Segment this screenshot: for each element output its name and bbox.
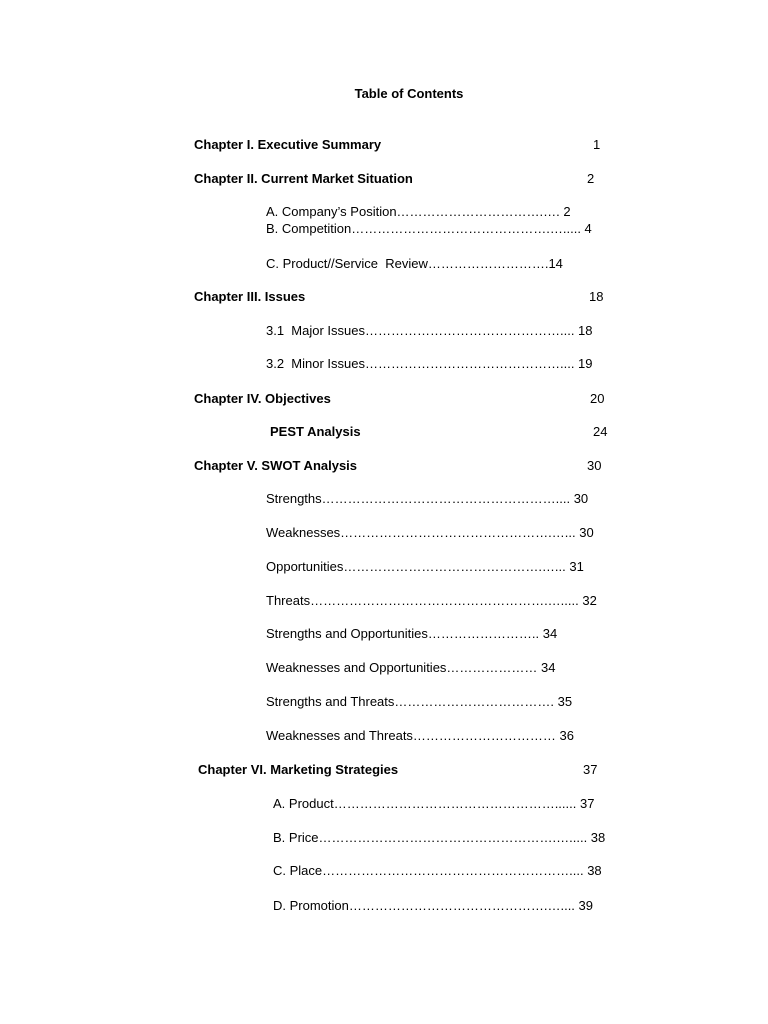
- chapter-page-number: 18: [589, 289, 604, 304]
- toc-entry: Threats……………………………………………….…..... 32: [266, 593, 597, 608]
- toc-entry: Strengths and Opportunities…………………….. 34: [266, 626, 558, 641]
- toc-entry: D. Promotion……………………………………….….... 39: [273, 898, 593, 913]
- chapter-page-number: 2: [587, 171, 595, 186]
- toc-entry: Strengths and Threats………………………………. 35: [266, 694, 573, 709]
- toc-entry: C. Product//Service Review……………………….14: [266, 256, 563, 271]
- toc-entry: A. Company’s Position…………………………….…. 2: [266, 204, 571, 219]
- chapter-label: Chapter IV. Objectives: [194, 391, 331, 406]
- chapter-label: Chapter I. Executive Summary: [194, 137, 382, 152]
- chapter-label: Chapter V. SWOT Analysis: [194, 458, 358, 473]
- chapter-label: Chapter III. Issues: [194, 289, 306, 304]
- toc-entry: C. Place………………………………………………….... 38: [273, 863, 602, 878]
- toc-entry: Weaknesses………………………………………….…... 30: [266, 525, 594, 540]
- chapter-page-number: 20: [590, 391, 605, 406]
- toc-entry: Opportunities……………………………………….…... 31: [266, 559, 584, 574]
- chapter-page-number: 1: [593, 137, 601, 152]
- chapter-page-number: 30: [587, 458, 602, 473]
- chapter-label: Chapter II. Current Market Situation: [194, 171, 413, 186]
- toc-entry: 3.1 Major Issues……………………………………….... 18: [266, 323, 593, 338]
- chapter-label: PEST Analysis: [270, 424, 361, 439]
- toc-entry: Weaknesses and Threats…………………………… 36: [266, 728, 575, 743]
- toc-entry: Weaknesses and Opportunities………………… 34: [266, 660, 556, 675]
- toc-entry: Strengths……………………………………………….... 30: [266, 491, 589, 506]
- toc-entry: 3.2 Minor Issues……………………………………….... 19: [266, 356, 593, 371]
- chapter-page-number: 37: [583, 762, 598, 777]
- toc-entry: B. Price……………………………………………….…..... 38: [273, 830, 606, 845]
- chapter-label: Chapter VI. Marketing Strategies: [198, 762, 399, 777]
- toc-entry: B. Competition……………………………………….…..... 4: [266, 221, 592, 236]
- toc-entry: A. Product……………………………………………...... 37: [273, 796, 595, 811]
- chapter-page-number: 24: [593, 424, 608, 439]
- page-title: Table of Contents: [354, 86, 464, 101]
